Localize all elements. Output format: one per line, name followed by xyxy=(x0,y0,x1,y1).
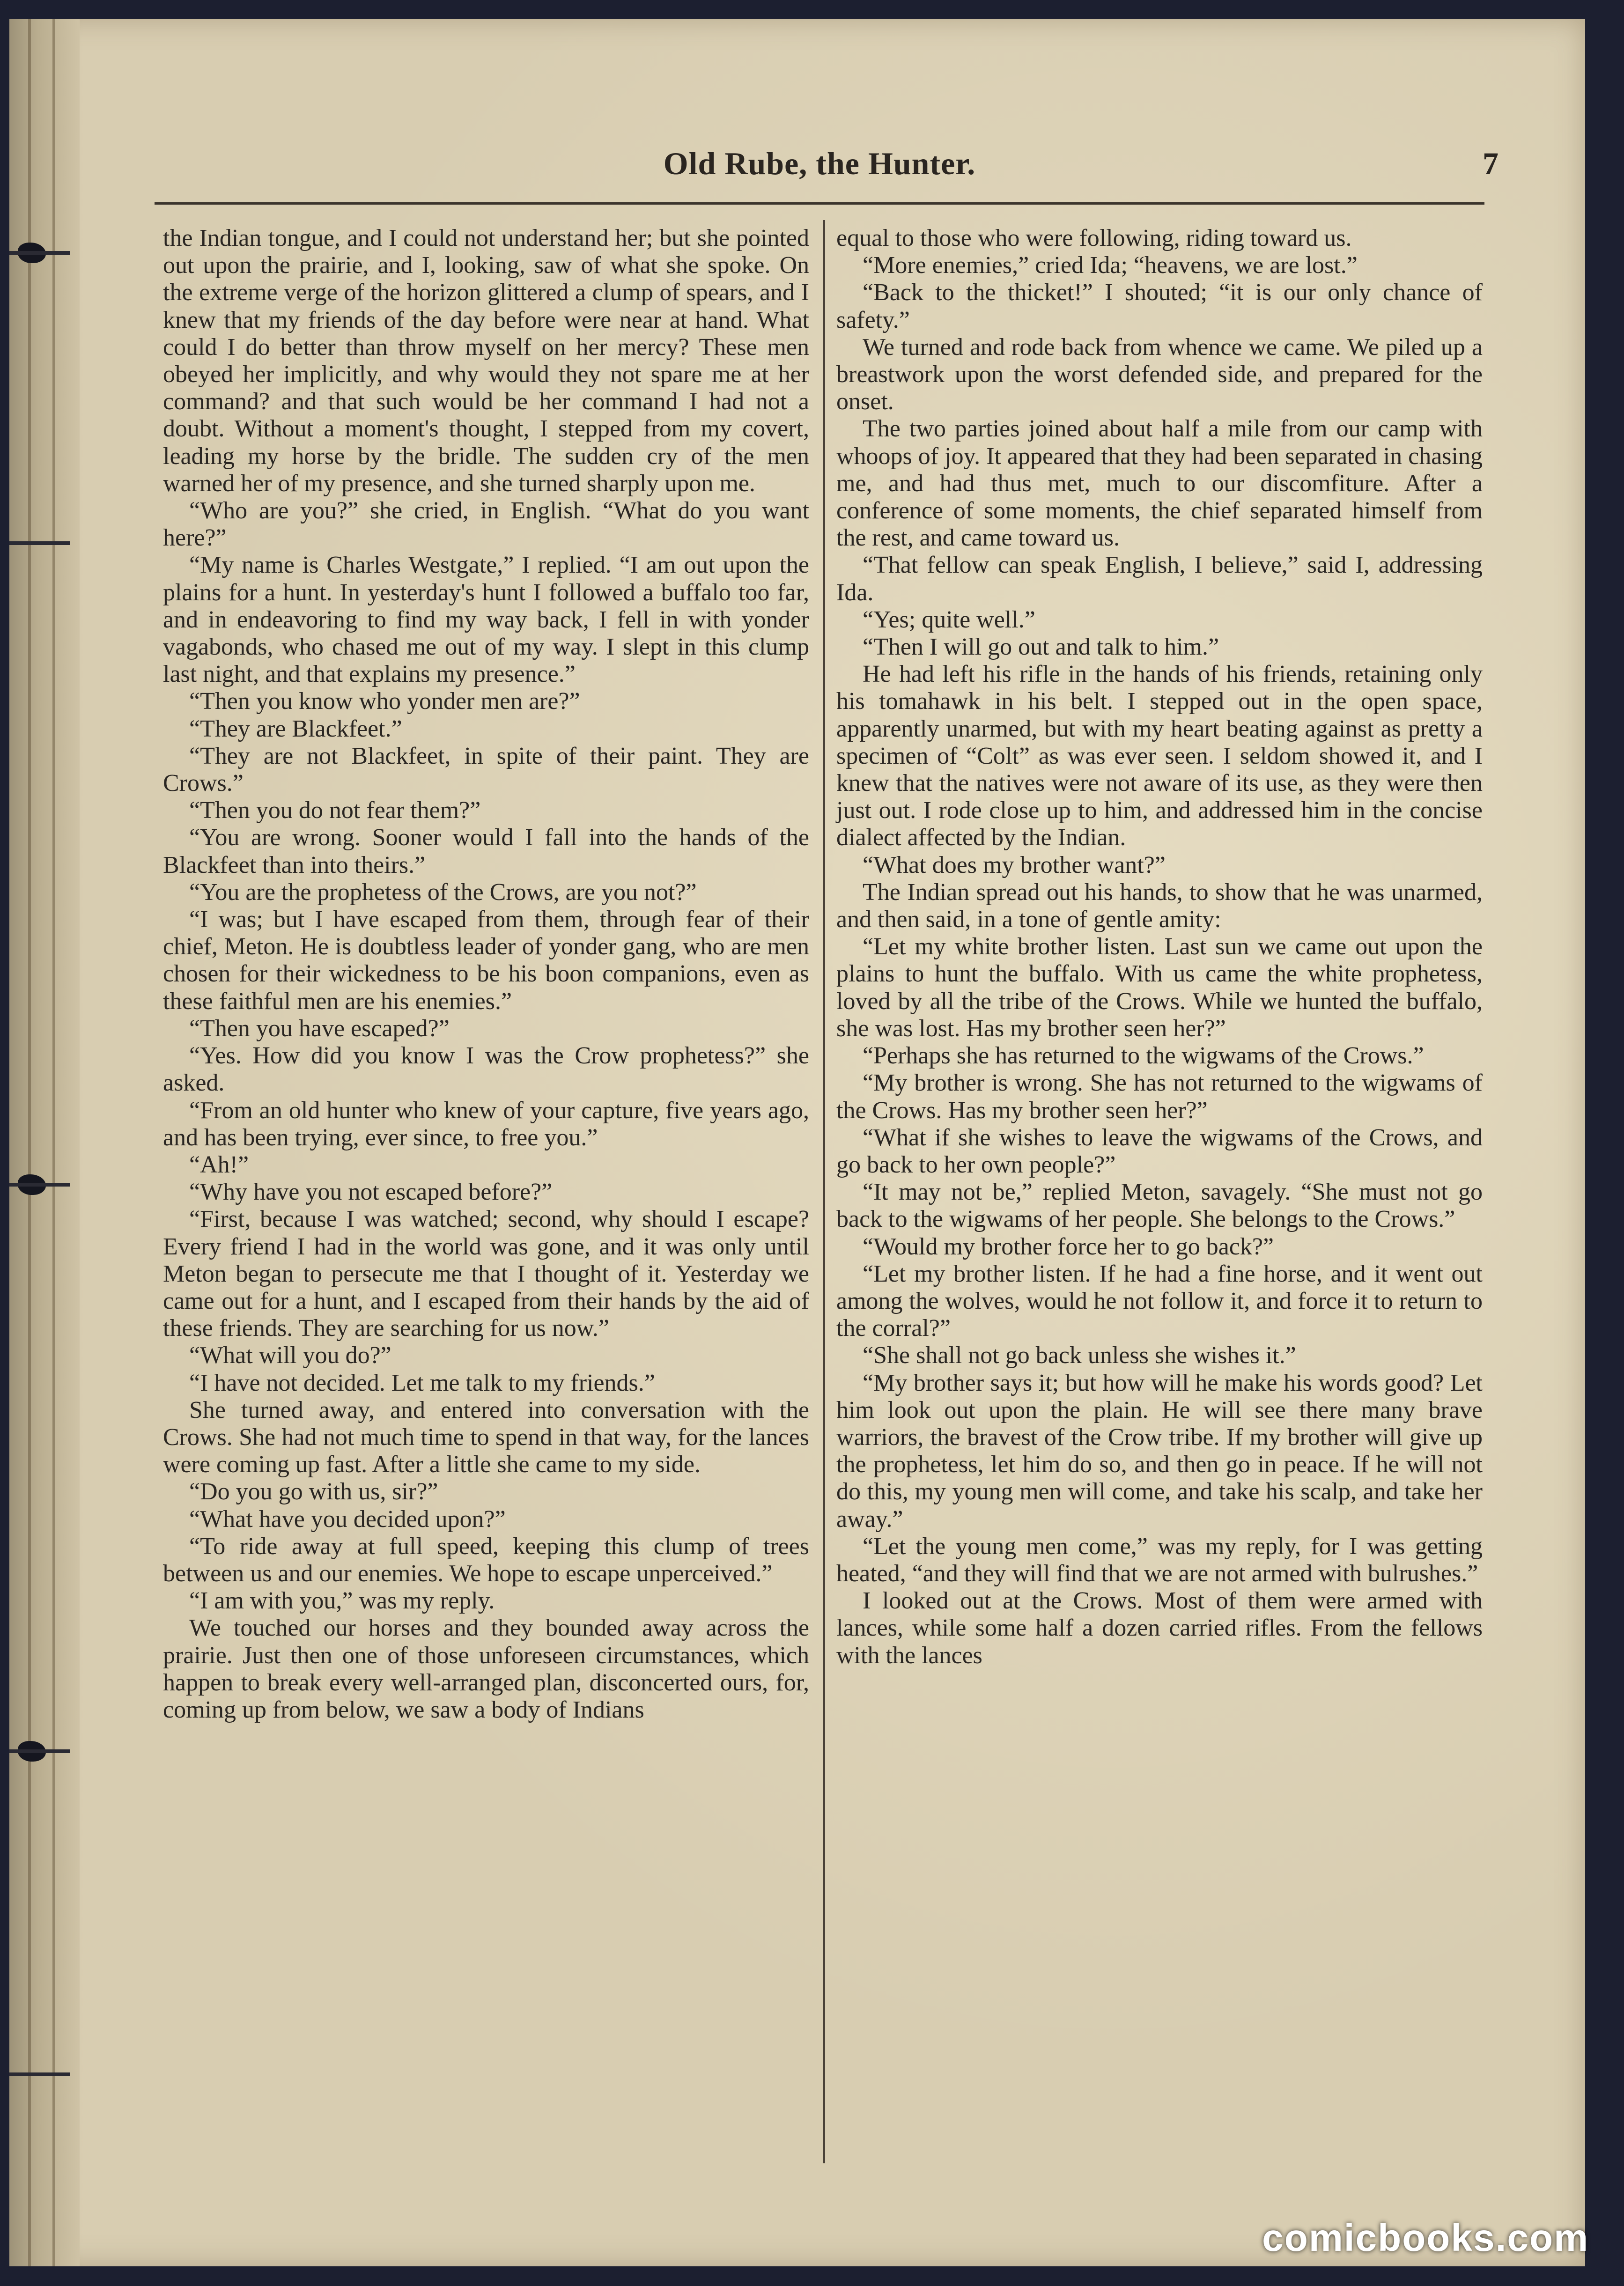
paragraph: “You are the prophetess of the Crows, are you not?” xyxy=(189,878,697,906)
paragraph: “She shall not go back unless she wishes it.” xyxy=(863,1342,1296,1369)
paragraph: She turned away, and entered into conversation with the Crows. She had not much time to spend in that way, for the lances were coming up fast. After a little she came to my side. xyxy=(163,1396,809,1478)
binding-stitch-icon xyxy=(9,1171,75,1199)
paragraph: “What have you decided upon?” xyxy=(189,1505,506,1533)
running-title: Old Rube, the Hunter. xyxy=(663,146,976,181)
paragraph: “I have not decided. Let me talk to my friends.” xyxy=(189,1369,655,1396)
paragraph: “Let my white brother listen. Last sun we came out upon the plains to hunt the buffalo. With us came the white prophetess, loved by all the tribe of the Crows. While we hunted the buffalo, she was lost. Has my brother seen her?” xyxy=(836,933,1483,1042)
paragraph: “Do you go with us, sir?” xyxy=(189,1478,438,1505)
paragraph: “More enemies,” cried Ida; “heavens, we are lost.” xyxy=(863,252,1358,279)
paragraph: “Let the young men come,” was my reply, for I was getting heated, “and they will find that we are not armed with bulrushes.” xyxy=(836,1533,1483,1587)
paragraph: We turned and rode back from whence we came. We piled up a breastwork upon the worst defended side, and prepared for the onset. xyxy=(836,333,1483,415)
paragraph: “Who are you?” she cried, in English. “What do you want here?” xyxy=(163,497,809,552)
binding-stitch-icon xyxy=(9,2060,75,2088)
paragraph: “What will you do?” xyxy=(189,1342,391,1369)
paragraph: “Why have you not escaped before?” xyxy=(189,1179,553,1206)
gutter-crease xyxy=(28,19,31,2266)
paragraph: I looked out at the Crows. Most of them were armed with lances, while some half a dozen carried rifles. From the fellows with the lances xyxy=(836,1587,1483,1669)
paragraph: “They are not Blackfeet, in spite of their paint. They are Crows.” xyxy=(163,742,809,797)
text-column-right xyxy=(836,225,1483,1669)
paragraph: “I was; but I have escaped from them, through fear of their chief, Meton. He is doubtless leader of yonder gang, who are men chosen for their wickedness to be his boon companions, even as these faithful men are his enemies.” xyxy=(163,906,809,1015)
paragraph: “Back to the thicket!” I shouted; “it is our only chance of safety.” xyxy=(836,279,1483,333)
paragraph: equal to those who were following, riding toward us. xyxy=(836,225,1352,251)
binding-stitch-icon xyxy=(9,529,75,557)
stitch-thread xyxy=(9,541,70,545)
paragraph: The Indian spread out his hands, to show that he was unarmed, and then said, in a tone of gentle amity: xyxy=(836,878,1483,933)
paragraph: “You are wrong. Sooner would I fall into the hands of the Blackfeet than into theirs.” xyxy=(163,824,809,878)
paragraph: “To ride away at full speed, keeping this clump of trees between us and our enemies. We hope to escape unperceived.” xyxy=(163,1533,809,1587)
paragraph: “Yes; quite well.” xyxy=(863,606,1035,633)
stitch-thread xyxy=(9,1749,70,1753)
page-number: 7 xyxy=(1483,146,1499,181)
gutter-crease xyxy=(52,19,55,2266)
text-column-left xyxy=(163,225,809,1724)
paragraph: “Yes. How did you know I was the Crow prophetess?” she asked. xyxy=(163,1042,809,1097)
paragraph: “Ah!” xyxy=(189,1151,249,1178)
paragraph: “Then you know who yonder men are?” xyxy=(189,688,580,715)
column-divider xyxy=(823,220,825,2163)
paragraph: “Then you have escaped?” xyxy=(189,1015,450,1042)
header-rule xyxy=(155,202,1484,205)
paragraph: “My name is Charles Westgate,” I replied. “I am out upon the plains for a hunt. In yesterday's hunt I followed a buffalo too far, and in endeavoring to find my way back, I fell in with yonder vagabonds, who chased me out of my way. I slept in this clump last night, and that explains my presence.” xyxy=(163,552,809,688)
paragraph: “What if she wishes to leave the wigwams of the Crows, and go back to her own people?” xyxy=(836,1124,1483,1178)
paragraph: “What does my brother want?” xyxy=(863,851,1166,878)
stitch-thread xyxy=(9,2072,70,2076)
stitch-thread xyxy=(9,251,70,255)
paragraph: The two parties joined about half a mile from our camp with whoops of joy. It appeared that they had been separated in chasing me, and had thus met, much to our discomfiture. After a conference of some moments, the chief separated himself from the rest, and came toward us. xyxy=(836,415,1483,552)
paragraph: “First, because I was watched; second, why should I escape? Every friend I had in the world was gone, and it was only until Meton began to persecute me that I thought of it. Yesterday we came out for a hunt, and I escaped from their hands by the aid of these friends. They are searching for us now.” xyxy=(163,1206,809,1342)
page-header xyxy=(155,145,1499,197)
stitch-thread xyxy=(9,1183,70,1187)
paragraph: He had left his rifle in the hands of his friends, retaining only his tomahawk in his belt. I stepped out in the open space, apparently unarmed, but with my heart beating against as pretty a specimen of “Colt” as was ever seen. I seldom showed it, and I knew that the natives were not aware of its use, as they were then just out. I rode close up to him, and addressed him in the concise dialect affected by the Indian. xyxy=(836,661,1483,851)
paragraph: “I am with you,” was my reply. xyxy=(189,1587,495,1615)
site-watermark: comicbooks.com xyxy=(1262,2217,1589,2259)
paragraph: We touched our horses and they bounded away across the prairie. Just then one of those unforeseen circumstances, which happen to break every well-arranged plan, disconcerted ours, for, coming up from below, we saw a body of Indians xyxy=(163,1615,809,1723)
paragraph: “It may not be,” replied Meton, savagely. “She must not go back to the wigwams of her people. She belongs to the Crows.” xyxy=(836,1179,1483,1233)
binding-stitch-icon xyxy=(9,1737,75,1765)
paragraph: the Indian tongue, and I could not understand her; but she pointed out upon the prairie, and I, looking, saw of what she spoke. On the extreme verge of the horizon glittered a clump of spears, and I knew that my friends of the day before were near at hand. What could I do better than throw myself on her mercy? These men obeyed her implicitly, and why would they not spare me at her command? and that such would be her command I had not a doubt. Without a moment's thought, I stepped from my covert, leading my horse by the bridle. The sudden cry of the men warned her of my presence, and she turned sharply upon me. xyxy=(163,225,809,497)
paragraph: “From an old hunter who knew of your capture, five years ago, and has been trying, ever since, to free you.” xyxy=(163,1097,809,1151)
paragraph: “My brother says it; but how will he make his words good? Let him look out upon the plain. He will see there many brave warriors, the bravest of the Crow tribe. If my brother will give up the prophetess, let him do so, and then go in peace. If he will not do this, my young men will come, and take his scalp, and take her away.” xyxy=(836,1369,1483,1533)
paragraph: “Then you do not fear them?” xyxy=(189,797,481,824)
paragraph: “That fellow can speak English, I believe,” said I, addressing Ida. xyxy=(836,552,1483,606)
binding-gutter xyxy=(9,19,80,2266)
paragraph: “Then I will go out and talk to him.” xyxy=(863,634,1219,661)
paragraph: “Perhaps she has returned to the wigwams of the Crows.” xyxy=(863,1042,1424,1069)
binding-stitch-icon xyxy=(9,239,75,267)
paragraph: “They are Blackfeet.” xyxy=(189,715,402,742)
paragraph: “My brother is wrong. She has not returned to the wigwams of the Crows. Has my brother seen her?” xyxy=(836,1069,1483,1124)
paragraph: “Let my brother listen. If he had a fine horse, and it went out among the wolves, would he not follow it, and force it to return to the corral?” xyxy=(836,1260,1483,1342)
paragraph: “Would my brother force her to go back?” xyxy=(863,1233,1274,1260)
